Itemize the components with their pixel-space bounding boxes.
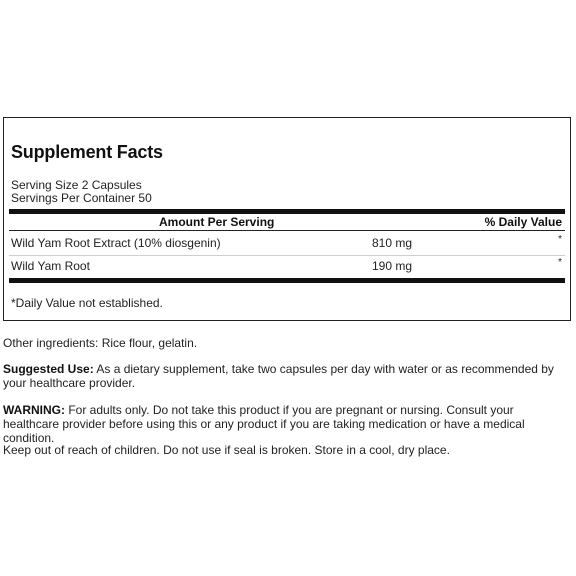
other-ingredients [3,336,571,350]
suggested-use-label: Suggested Use: [3,362,94,376]
supplement-facts-panel [3,117,571,321]
ingredient-name: Wild Yam Root [11,259,90,273]
other-ingredients-text: Other ingredients: Rice flour, gelatin. [3,336,198,350]
daily-value-footnote: *Daily Value not established. [11,296,163,310]
ingredient-name: Wild Yam Root Extract (10% diosgenin) [11,236,221,250]
ingredient-amount: 190 mg [372,259,413,273]
storage-text: Keep out of reach of children. Do not use if seal is broken. Store in a cool, dry place. [3,443,450,457]
row-divider [9,255,565,256]
storage-instructions [3,443,571,457]
facts-header-row [9,215,565,229]
warning [3,403,571,445]
servings-per-container: Servings Per Container 50 [11,191,152,205]
facts-row [9,236,565,254]
ingredient-daily-value: * [558,234,562,245]
daily-value-header: % Daily Value [484,215,562,229]
facts-title: Supplement Facts [11,142,163,162]
thick-divider-bottom [9,278,565,283]
suggested-use [3,362,571,390]
warning-label: WARNING: [3,403,65,417]
warning-text: For adults only. Do not take this product if you are pregnant or nursing. Consult your healthcare provider before using this or any product if you are taking medication or have a medical condition. [3,403,525,445]
ingredient-amount: 810 mg [372,236,413,250]
header-divider [9,230,565,231]
thick-divider-top [9,209,565,214]
ingredient-daily-value: * [558,257,562,268]
serving-size: Serving Size 2 Capsules [11,178,142,192]
amount-per-serving-header: Amount Per Serving [159,215,275,229]
suggested-use-text: As a dietary supplement, take two capsules per day with water or as recommended by your healthcare provider. [3,362,554,390]
facts-row [9,259,565,277]
